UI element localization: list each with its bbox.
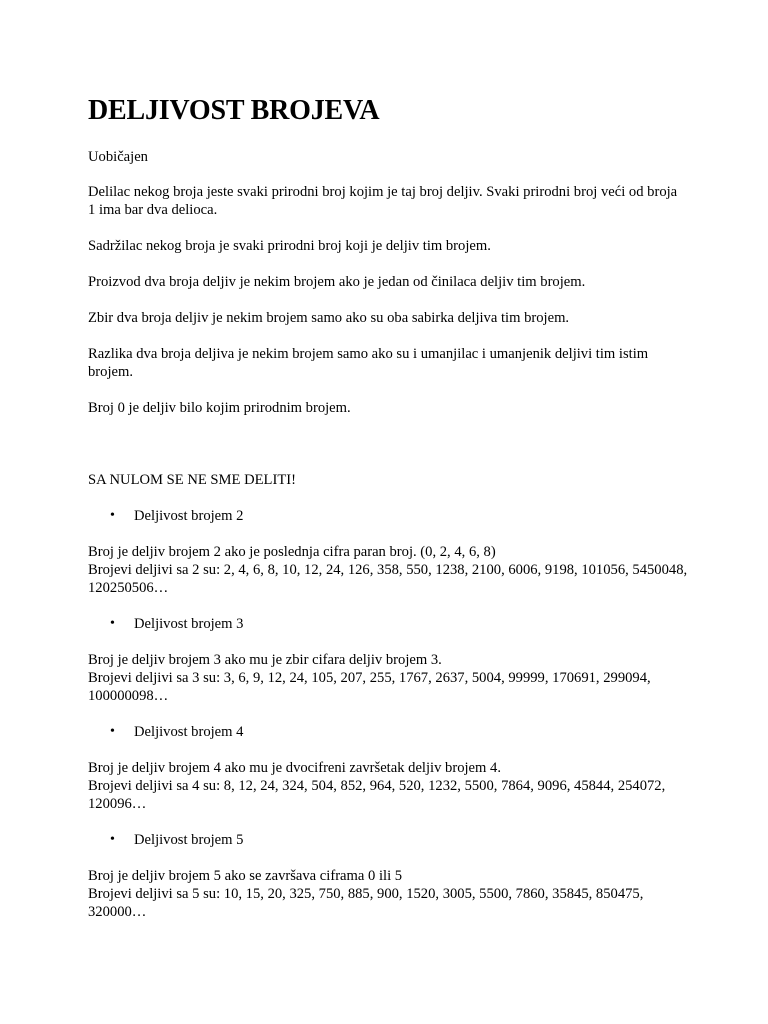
style-label: Uobičajen: [88, 149, 148, 165]
rule-text-4: Broj je deljiv brojem 4 ako mu je dvocifreni završetak deljiv brojem 4.: [88, 760, 501, 776]
rule-text-3: Broj je deljiv brojem 3 ako mu je zbir cifara deljiv brojem 3.: [88, 652, 442, 668]
section-heading-2: • Deljivost brojem 2: [88, 507, 688, 525]
examples-text-4: Brojevi deljivi sa 4 su: 8, 12, 24, 324, 504, 852, 964, 520, 1232, 5500, 7864, 9096, 45844, 254072, 120096…: [88, 778, 666, 812]
rule-text-5: Broj je deljiv brojem 5 ako se završava ciframa 0 ili 5: [88, 868, 403, 884]
examples-text-2: Brojevi deljivi sa 2 su: 2, 4, 6, 8, 10, 12, 24, 126, 358, 550, 1238, 2100, 6006, 9198, 101056, 5450048, 120250506…: [88, 562, 688, 596]
paragraph-product: Proizvod dva broja deljiv je nekim brojem ako je jedan od činilaca deljiv tim brojem.: [88, 274, 586, 290]
paragraph-multiple: Sadržilac nekog broja je svaki prirodni broj koji je deljiv tim brojem.: [88, 238, 491, 254]
section-heading-5: • Deljivost brojem 5: [88, 831, 688, 849]
paragraph-difference: Razlika dva broja deljiva je nekim brojem samo ako su i umanjilac i umanjenik deljivi tim istim brojem.: [88, 346, 649, 380]
section-heading-4: • Deljivost brojem 4: [88, 723, 688, 741]
paragraph-zero: Broj 0 je deljiv bilo kojim prirodnim brojem.: [88, 400, 351, 416]
paragraph-divisor: Delilac nekog broja jeste svaki prirodni broj kojim je taj broj deljiv. Svaki prirodni broj veći od broja 1 ima bar dva delioca.: [88, 184, 678, 218]
examples-text-3: Brojevi deljivi sa 3 su: 3, 6, 9, 12, 24, 105, 207, 255, 1767, 2637, 5004, 99999, 170691, 299094, 100000098…: [88, 670, 651, 704]
paragraph-sum: Zbir dva broja deljiv je nekim brojem samo ako su oba sabirka deljiva tim brojem.: [88, 310, 570, 326]
document-page: [88, 94, 688, 921]
section-heading-3: • Deljivost brojem 3: [88, 615, 688, 633]
document-title: DELJIVOST BROJEVA: [88, 95, 380, 126]
examples-text-5: Brojevi deljivi sa 5 su: 10, 15, 20, 325, 750, 885, 900, 1520, 3005, 5500, 7860, 35845, 850475, 320000…: [88, 886, 644, 920]
rule-text-2: Broj je deljiv brojem 2 ako je poslednja cifra paran broj. (0, 2, 4, 6, 8): [88, 544, 496, 560]
warning-text: SA NULOM SE NE SME DELITI!: [88, 472, 296, 488]
